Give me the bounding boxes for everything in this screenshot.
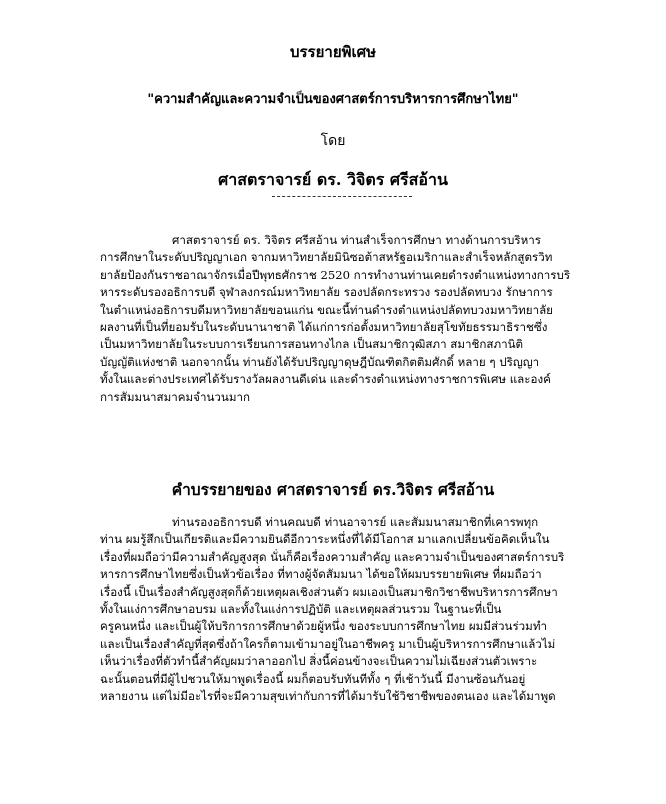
lecture-line: ครูคนหนึ่ง และเป็นผู้ให้บริการการศึกษาด้วยผู้หนึ่ง ของระบบการศึกษาไทย ผมมีส่วนร่วมทำ bbox=[100, 619, 547, 634]
lecture-line: เรื่องนี้ เป็นเรื่องสำคัญสูงสุดก็ด้วยเหตุผลเชิงส่วนตัว ผมเองเป็นสมาชิกวิชาชีพบริหารการศึกษา bbox=[100, 584, 558, 599]
bio-line: ผลงานที่เป็นที่ยอมรับในระดับนานาชาติ ได้แก่การก่อตั้งมหาวิทยาลัยสุโขทัยธรรมาธิราชซึ่ง bbox=[100, 320, 548, 335]
bio-line: หารระดับรองอธิการบดี จุฬาลงกรณ์มหาวิทยาลัย รองปลัดกระทรวง รองปลัดทบวง รักษาการ bbox=[100, 285, 553, 300]
lecture-line: ทั้งในแง่การศึกษาอบรม และทั้งในแง่การปฏิบัติ และเหตุผลส่วนรวม ในฐานะที่เป็น bbox=[100, 602, 502, 617]
lecture-line: เห็นว่าเรื่องที่ตัวทำนี้สำคัญผมว่าลาออกไป สิ่งนี้ค่อนข้างจะเป็นความไม่เฉียงส่วนตัวเพราะ bbox=[100, 654, 538, 669]
document-subtitle: "ความสำคัญและความจำเป็นของศาสตร์การบริหารการศึกษาไทย" bbox=[147, 92, 519, 107]
lecture-line: ท่าน ผมรู้สึกเป็นเกียรติและมีความยินดีอีกวาระหนึ่งที่ได้มีโอกาส มาแลกเปลี่ยนข้อคิดเห็นใน bbox=[100, 532, 550, 547]
bio-line: การสัมมนาสมาคมจำนวนมาก bbox=[100, 389, 251, 404]
bio-line: ยาลัยป้องกันราชอาณาจักรเมื่อปีพุทธศักราช 2520 การทำงานท่านเคยดำรงตำแหน่งทางการบริ bbox=[100, 267, 571, 282]
lecture-line: ท่านรองอธิการบดี ท่านคณบดี ท่านอาจารย์ และสัมมนาสมาชิกที่เคารพทุก bbox=[172, 515, 539, 529]
divider-rule bbox=[272, 196, 412, 197]
bio-line: เป็นมหาวิทยาลัยในระบบการเรียนการสอนทางไกล เป็นสมาชิกวุฒิสภา สมาชิกสภานิติ bbox=[100, 337, 524, 352]
by-label: โดย bbox=[320, 133, 346, 149]
bio-line: ศาสตราจารย์ ดร. วิจิตร ศรีสอ้าน ท่านสำเร็จการศึกษา ทางด้านการบริหาร bbox=[172, 233, 541, 247]
bio-paragraph bbox=[100, 232, 572, 406]
bio-line: การศึกษาในระดับปริญญาเอก จากมหาวิทยาลัยมินิซอต้าสหรัฐอเมริกาและสำเร็จหลักสูตรวิท bbox=[100, 250, 553, 265]
lecture-paragraph bbox=[100, 514, 572, 705]
bio-line: ทั้งในและต่างประเทศได้รับรางวัลผลงานดีเด่น และดำรงตำแหน่งทางราชการพิเศษ และองค์ bbox=[100, 372, 551, 387]
lecture-line: ฉะนั้นตอนที่มีผู้ไปชวนให้มาพูดเรื่องนี้ ผมก็ตอบรับทันทีทั้ง ๆ ที่เช้าวันนี้ มีงานซ้อนกันอยู่ bbox=[100, 671, 526, 686]
lecture-line: เรื่องที่ผมถือว่ามีความสำคัญสูงสุด นั่นก็คือเรื่องความสำคัญ และความจำเป็นของศาสตร์การบริ bbox=[100, 549, 565, 564]
author-name: ศาสตราจารย์ ดร. วิจิตร ศรีสอ้าน bbox=[218, 170, 448, 189]
lecture-line: หลายงาน แต่ไม่มีอะไรที่จะมีความสุขเท่ากับการที่ได้มารับใช้วิชาชีพของตนเอง และได้มาพูด bbox=[100, 689, 556, 704]
bio-line: บัญญัติแห่งชาติ นอกจากนั้น ท่านยังได้รับปริญญาดุษฎีบัณฑิตกิตติมศักดิ์ หลาย ๆ ปริญญา bbox=[100, 354, 540, 369]
lecture-line: หารการศึกษาไทยซึ่งเป็นหัวข้อเรื่อง ที่ทางผู้จัดสัมมนา ได้ขอให้ผมบรรยายพิเศษ ที่ผมถือว่า bbox=[100, 567, 542, 582]
bio-line: ในตำแหน่งอธิการบดีมหาวิทยาลัยขอนแก่น ขณะนี้ท่านดำรงตำแหน่งปลัดทบวงมหาวิทยาลัย bbox=[100, 302, 553, 317]
document-title: บรรยายพิเศษ bbox=[289, 43, 377, 61]
lecture-heading: คำบรรยายของ ศาสตราจารย์ ดร.วิจิตร ศรีสอ้าน bbox=[171, 480, 495, 499]
lecture-line: และเป็นเรื่องสำคัญที่สุดซึ่งถ้าใครก็ตามเข้ามาอยู่ในอาชีพครู มาเป็นผู้บริหารการศึกษาแล้วไม่ bbox=[100, 636, 556, 651]
